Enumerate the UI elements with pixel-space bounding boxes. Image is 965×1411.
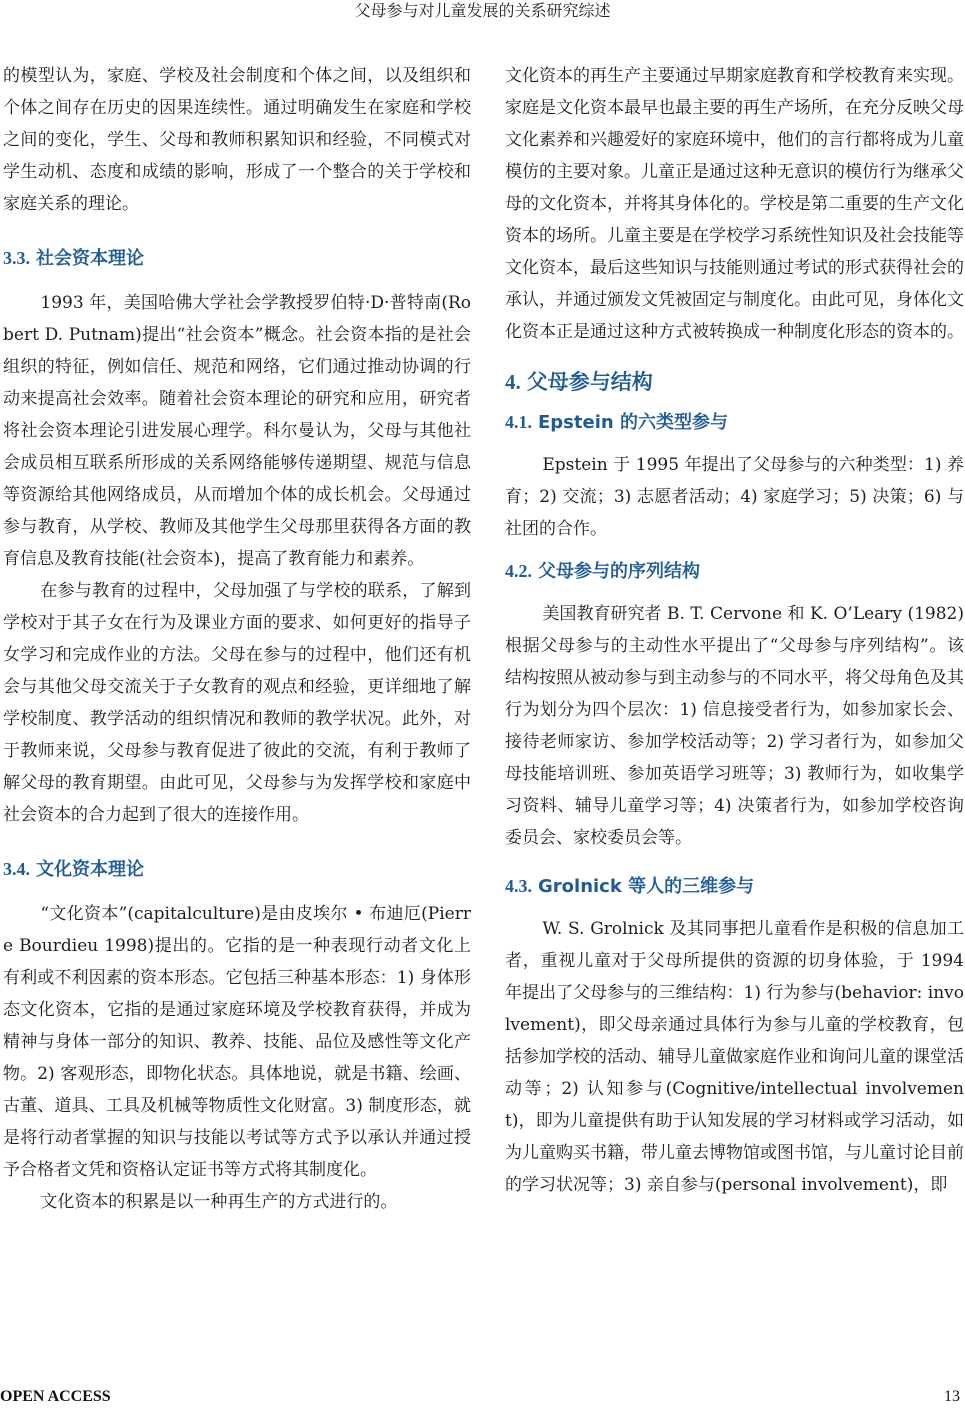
section-number: 3.4. [3,859,30,879]
section-title: 父母参与的序列结构 [538,561,700,582]
paragraph-continued: 的模型认为，家庭、学校及社会制度和个体之间，以及组织和个体之间存在历史的因果连续性。通过明确发生在家庭和学校之间的变化，学生、父母和教师积累知识和经验，不同模式对学生动机、态度和成绩的影响，形成了一个整合的关于学校和家庭关系的理论。 [3,66,471,214]
section-heading-4-2 [505,559,964,584]
right-column [505,60,964,1201]
paragraph: W. S. Grolnick 及其同事把儿童看作是积极的信息加工者，重视儿童对于父母所提供的资源的切身体验，于 1994 年提出了父母参与的三维结构：1) 行为参与(behavior: involvement)，即父母亲通过具体行为参与儿童的学校教育，包括参加学校的活动、辅导儿童做家庭作业和询问儿童的课堂活动等；2) 认知参与(Cognitive/intellectual involvement)，即为儿童提供有助于认知发展的学习材料或学习活动，如为儿童购买书籍，带儿童去博物馆或图书馆，与儿童讨论目前的学习状况等；3) 亲自参与(personal involvement)，即 [505,919,964,1195]
running-header: 父母参与对儿童发展的关系研究综述 [354,1,611,20]
section-title: Grolnick 等人的三维参与 [538,876,755,897]
section-number: 4.2. [505,561,532,581]
section-heading-3-3 [3,246,471,271]
paragraph: 在参与教育的过程中，父母加强了与学校的联系，了解到学校对于其子女在行为及课业方面的要求、如何更好的指导子女学习和完成作业的方法。父母在参与的过程中，他们还有机会与其他父母交流关于子女教育的观点和经验，更详细地了解学校制度、教学活动的组织情况和教师的教学状况。此外，对于教师来说，父母参与教育促进了彼此的交流，有利于教师了解父母的教育期望。由此可见，父母参与为发挥学校和家庭中社会资本的合力起到了很大的连接作用。 [3,581,471,825]
paragraph: 美国教育研究者 B. T. Cervone 和 K. O’Leary (1982)根据父母参与的主动性水平提出了“父母参与序列结构”。该结构按照从被动参与到主动参与的不同水平，将父母角色及其行为划分为四个层次：1) 信息接受者行为，如参加家长会、接待老师家访、参加学校活动等；2) 学习者行为，如参加父母技能培训班、参加英语学习班等；3) 教师行为，如收集学习资料、辅导儿童学习等；4) 决策者行为，如参加学校咨询委员会、家校委员会等。 [505,604,964,848]
section-title: 父母参与结构 [526,370,653,394]
section-heading-4-1 [505,410,964,435]
section-title: 社会资本理论 [36,248,144,269]
section-number: 4. [505,370,521,394]
section-heading-4 [505,368,964,396]
section-number: 4.1. [505,412,532,432]
paragraph-continued: 文化资本的再生产主要通过早期家庭教育和学校教育来实现。家庭是文化资本最早也最主要的再生产场所，在充分反映父母文化素养和兴趣爱好的家庭环境中，他们的言行都将成为儿童模仿的主要对象。儿童正是通过这种无意识的模仿行为继承父母的文化资本，并将其身体化的。学校是第二重要的生产文化资本的场所。儿童主要是在学校学习系统性知识及社会技能等文化资本，最后这些知识与技能则通过考试的形式获得社会的承认，并通过颁发文凭被固定与制度化。由此可见，身体化文化资本正是通过这种方式被转换成一种制度化形态的资本的。 [505,66,964,342]
section-heading-3-4 [3,857,471,882]
paragraph: 文化资本的积累是以一种再生产的方式进行的。 [40,1192,398,1212]
paragraph: Epstein 于 1995 年提出了父母参与的六种类型：1) 养育；2) 交流；3) 志愿者活动；4) 家庭学习；5) 决策；6) 与社团的合作。 [505,455,964,539]
section-number: 4.3. [505,876,532,896]
section-title: Epstein 的六类型参与 [538,412,728,433]
page-number: 13 [944,1388,960,1405]
left-column [3,60,471,1218]
paragraph: 1993 年，美国哈佛大学社会学教授罗伯特·D·普特南(Robert D. Putnam)提出“社会资本”概念。社会资本指的是社会组织的特征，例如信任、规范和网络，它们通过推动协调的行动来提高社会效率。随着社会资本理论的研究和应用，研究者将社会资本理论引进发展心理学。科尔曼认为，父母与其他社会成员相互联系所形成的关系网络能够传递期望、规范与信息等资源给其他网络成员，从而增加个体的成长机会。父母通过参与教育，从学校、教师及其他学生父母那里获得各方面的教育信息及教育技能(社会资本)，提高了教育能力和素养。 [3,293,471,569]
paragraph: “文化资本”(capitalculture)是由皮埃尔 • 布迪厄(Pierre Bourdieu 1998)提出的。它指的是一种表现行动者文化上有利或不利因素的资本形态。它包括三种基本形态：1) 身体形态文化资本，它指的是通过家庭环境及学校教育获得，并成为精神与身体一部分的知识、教养、技能、品位及感性等文化产物。2) 客观形态，即物化状态。具体地说，就是书籍、绘画、古董、道具、工具及机械等物质性文化财富。3) 制度形态，就是将行动者掌握的知识与技能以考试等方式予以承认并通过授予合格者文凭和资格认定证书等方式将其制度化。 [3,904,471,1180]
section-number: 3.3. [3,248,30,268]
journal-label: OPEN ACCESS [0,1388,111,1405]
section-heading-4-3 [505,874,964,899]
section-title: 文化资本理论 [36,859,144,880]
